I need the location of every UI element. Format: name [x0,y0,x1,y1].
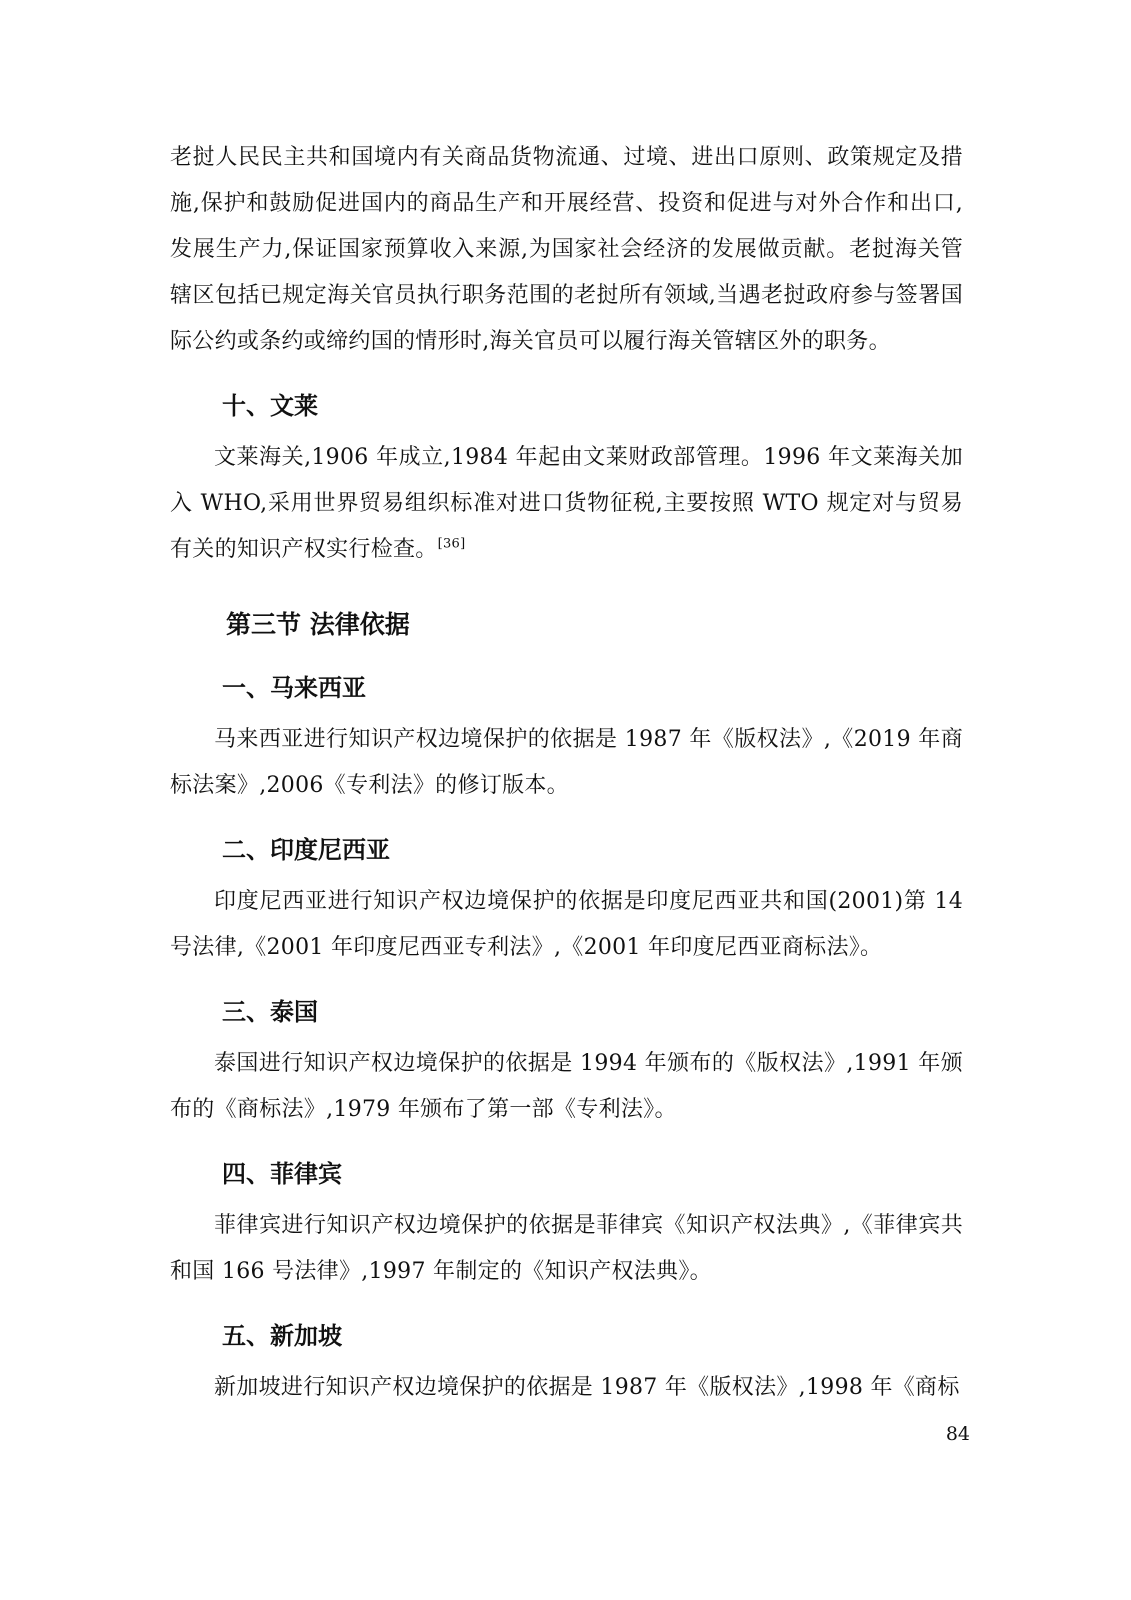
malaysia-paragraph: 马来西亚进行知识产权边境保护的依据是 1987 年《版权法》,《2019 年商标法案》,2006《专利法》的修订版本。 [170,727,963,798]
intro-paragraph: 老挝人民民主共和国境内有关商品货物流通、过境、进出口原则、政策规定及措施,保护和鼓励促进国内的商品生产和开展经营、投资和促进与对外合作和出口,发展生产力,保证国家预算收入来源,为国家社会经济的发展做贡献。老挝海关管辖区包括已规定海关官员执行职务范围的老挝所有领域,当遇老挝政府参与签署国际公约或条约或缔约国的情形时,海关官员可以履行海关管辖区外的职务。 [170,145,963,354]
singapore-paragraph: 新加坡进行知识产权边境保护的依据是 1987 年《版权法》,1998 年《商标 [214,1375,960,1400]
heading-malaysia: 一、马来西亚 [222,674,366,702]
brunei-text: 文莱海关,1906 年成立,1984 年起由文莱财政部管理。1996 年文莱海关加入 WHO,采用世界贸易组织标准对进口货物征税,主要按照 WTO 规定对与贸易有关的知识产权实行检查。 [170,445,963,562]
indonesia-paragraph: 印度尼西亚进行知识产权边境保护的依据是印度尼西亚共和国(2001)第 14 号法律,《2001 年印度尼西亚专利法》,《2001 年印度尼西亚商标法》。 [170,889,963,960]
page-content [170,135,963,1411]
citation-36: [36] [437,536,466,552]
page-number: 84 [945,1423,970,1445]
philippines-paragraph: 菲律宾进行知识产权边境保护的依据是菲律宾《知识产权法典》,《菲律宾共和国 166 号法律》,1997 年制定的《知识产权法典》。 [170,1213,963,1284]
thailand-paragraph: 泰国进行知识产权边境保护的依据是 1994 年颁布的《版权法》,1991 年颁布的《商标法》,1979 年颁布了第一部《专利法》。 [170,1051,963,1122]
heading-singapore: 五、新加坡 [222,1322,342,1350]
section-title: 第三节 法律依据 [226,610,410,639]
brunei-paragraph [170,435,963,573]
heading-brunei: 十、文莱 [222,392,318,420]
heading-thailand: 三、泰国 [222,998,318,1026]
heading-philippines: 四、菲律宾 [222,1160,342,1188]
heading-indonesia: 二、印度尼西亚 [222,836,390,864]
